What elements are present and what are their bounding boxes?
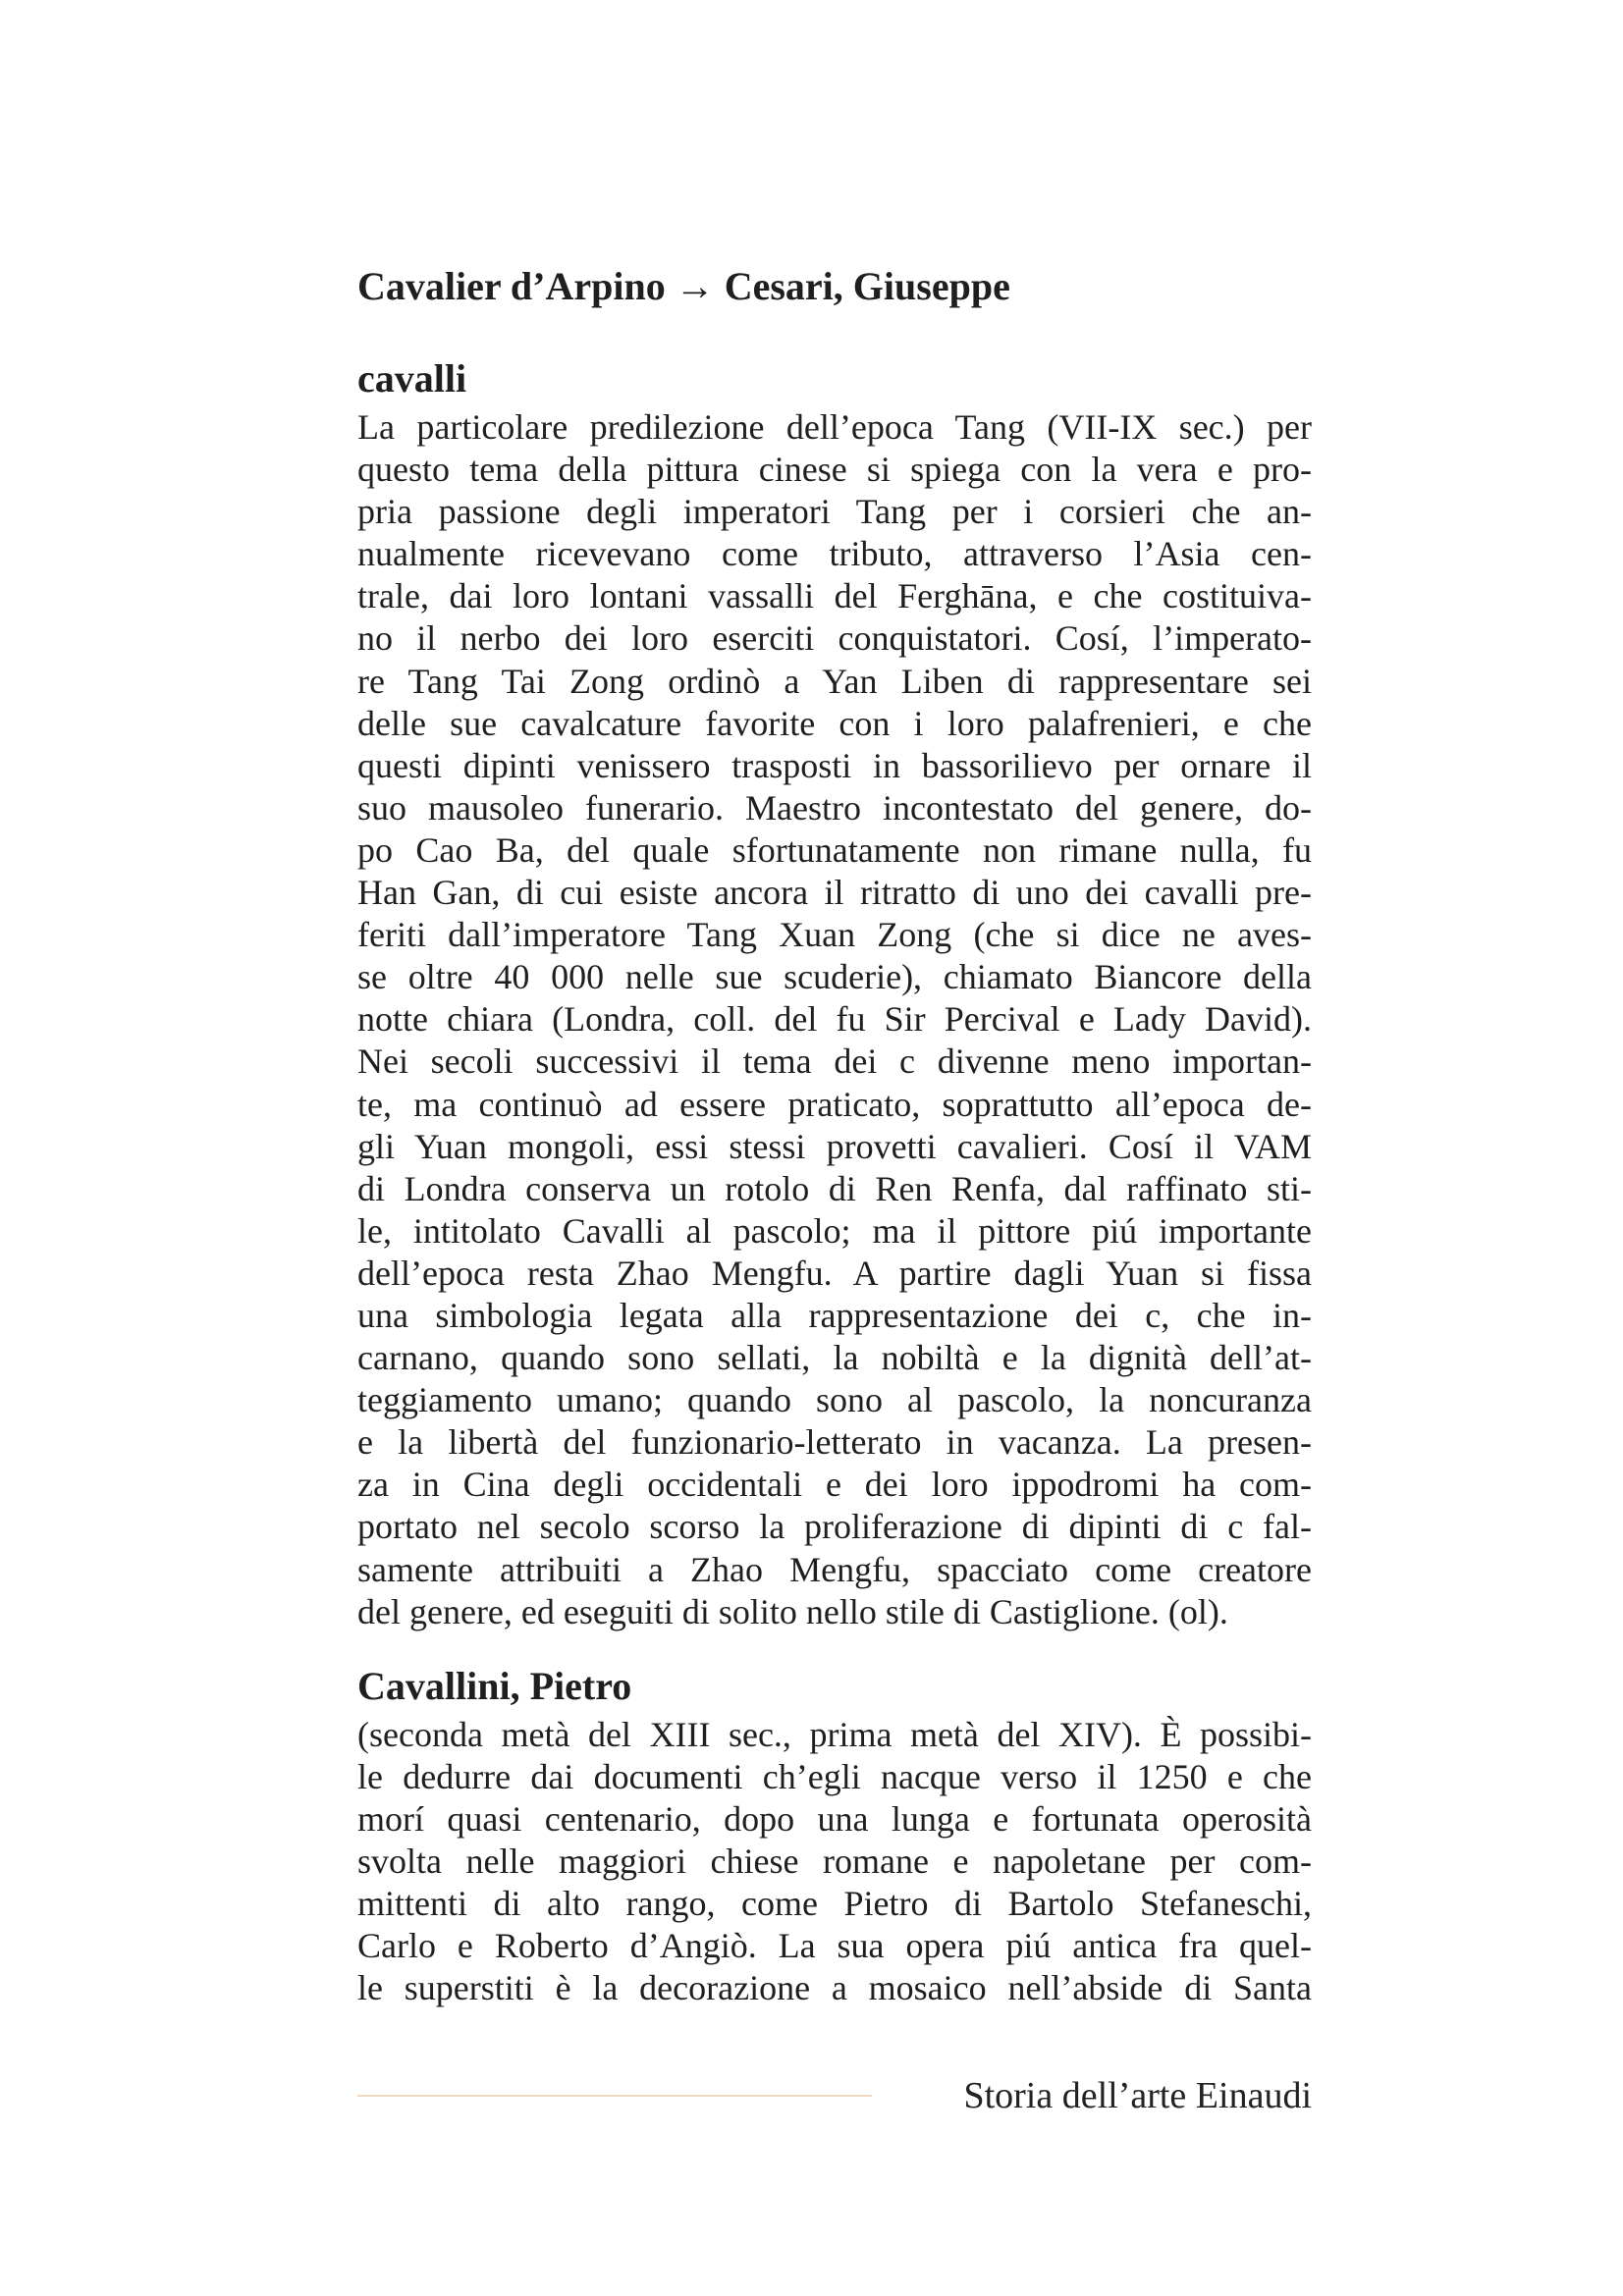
body-line: di Londra conserva un rotolo di Ren Renfa, dal raffinato sti- (357, 1168, 1312, 1208)
body-line: le, intitolato Cavalli al pascolo; ma il pittore piú importante (357, 1210, 1312, 1251)
body-line: mittenti di alto rango, come Pietro di Bartolo Stefaneschi, (357, 1884, 1312, 1924)
page-footer (357, 2071, 1312, 2120)
body-line: e la libertà del funzionario-letterato in vacanza. La presen- (357, 1422, 1312, 1463)
body-line: le dedurre dai documenti ch’egli nacque verso il 1250 e che (357, 1756, 1312, 1796)
body-line: carnano, quando sono sellati, la nobiltà e la dignità dell’at- (357, 1338, 1312, 1378)
body-line: una simbologia legata alla rappresentazione dei c, che in- (357, 1295, 1312, 1335)
body-line: del genere, ed eseguiti di solito nello stile di Castiglione. (ol). (357, 1591, 1228, 1631)
body-line: le superstiti è la decorazione a mosaico nell’abside di Santa (357, 1968, 1312, 2008)
body-line: Carlo e Roberto d’Angiò. La sua opera piú antica fra quel- (357, 1926, 1312, 1966)
crossref-target: Cesari, Giuseppe (724, 264, 1010, 308)
body-line: questi dipinti venissero trasposti in bassorilievo per ornare il (357, 745, 1312, 785)
entry-body-cavallini (357, 1714, 1312, 2010)
footer-rule (357, 2095, 872, 2097)
body-line: portato nel secolo scorso la proliferazione di dipinti di c fal- (357, 1507, 1312, 1547)
footer-title: Storia dell’arte Einaudi (963, 2075, 1312, 2116)
body-line: notte chiara (Londra, coll. del fu Sir Percival e Lady David). (357, 999, 1312, 1040)
body-line: pria passione degli imperatori Tang per i corsieri che an- (357, 492, 1312, 532)
entry-heading-cavalli: cavalli (357, 356, 467, 400)
body-line: suo mausoleo funerario. Maestro incontestato del genere, do- (357, 787, 1312, 828)
body-line: no il nerbo dei loro eserciti conquistatori. Cosí, l’imperato- (357, 618, 1312, 659)
body-line: La particolare predilezione dell’epoca Tang (VII-IX sec.) per (357, 407, 1312, 447)
entry-heading-cavallini: Cavallini, Pietro (357, 1663, 632, 1708)
body-line: svolta nelle maggiori chiese romane e napoletane per com- (357, 1842, 1312, 1881)
body-line: re Tang Tai Zong ordinò a Yan Liben di rappresentare sei (357, 661, 1312, 701)
body-line: gli Yuan mongoli, essi stessi provetti cavalieri. Cosí il VAM (357, 1126, 1312, 1166)
body-line: feriti dall’imperatore Tang Xuan Zong (che si dice ne aves- (357, 915, 1312, 955)
body-line: dell’epoca resta Zhao Mengfu. A partire dagli Yuan si fissa (357, 1253, 1312, 1293)
body-line: te, ma continuò ad essere praticato, soprattutto all’epoca de- (357, 1084, 1312, 1124)
body-line: morí quasi centenario, dopo una lunga e fortunata operosità (357, 1798, 1312, 1839)
entry-body-cavalli (357, 406, 1312, 1633)
body-line: teggiamento umano; quando sono al pascolo, la noncuranza (357, 1380, 1312, 1420)
page-content (357, 265, 1312, 2009)
body-line: po Cao Ba, del quale sfortunatamente non rimane nulla, fu (357, 829, 1312, 870)
body-line: trale, dai loro lontani vassalli del Ferghāna, e che costituiva- (357, 576, 1312, 616)
body-line: nualmente ricevevano come tributo, attraverso l’Asia cen- (357, 534, 1312, 574)
body-line: Han Gan, di cui esiste ancora il ritratto di uno dei cavalli pre- (357, 873, 1312, 913)
body-line: Nei secoli successivi il tema dei c divenne meno importan- (357, 1041, 1312, 1082)
arrow-icon: → (675, 264, 715, 308)
body-line: za in Cina degli occidentali e dei loro ippodromi ha com- (357, 1465, 1312, 1505)
crossref-heading (357, 265, 1312, 308)
crossref-term: Cavalier d’Arpino (357, 264, 666, 308)
body-line: se oltre 40 000 nelle sue scuderie), chiamato Biancore della (357, 957, 1312, 997)
body-line: samente attribuiti a Zhao Mengfu, spacciato come creatore (357, 1549, 1312, 1589)
body-line: questo tema della pittura cinese si spiega con la vera e pro- (357, 450, 1312, 490)
entry-gap (357, 1633, 1312, 1665)
body-line: delle sue cavalcature favorite con i loro palafrenieri, e che (357, 703, 1312, 743)
body-line: (seconda metà del XIII sec., prima metà del XIV). È possibi- (357, 1714, 1312, 1754)
